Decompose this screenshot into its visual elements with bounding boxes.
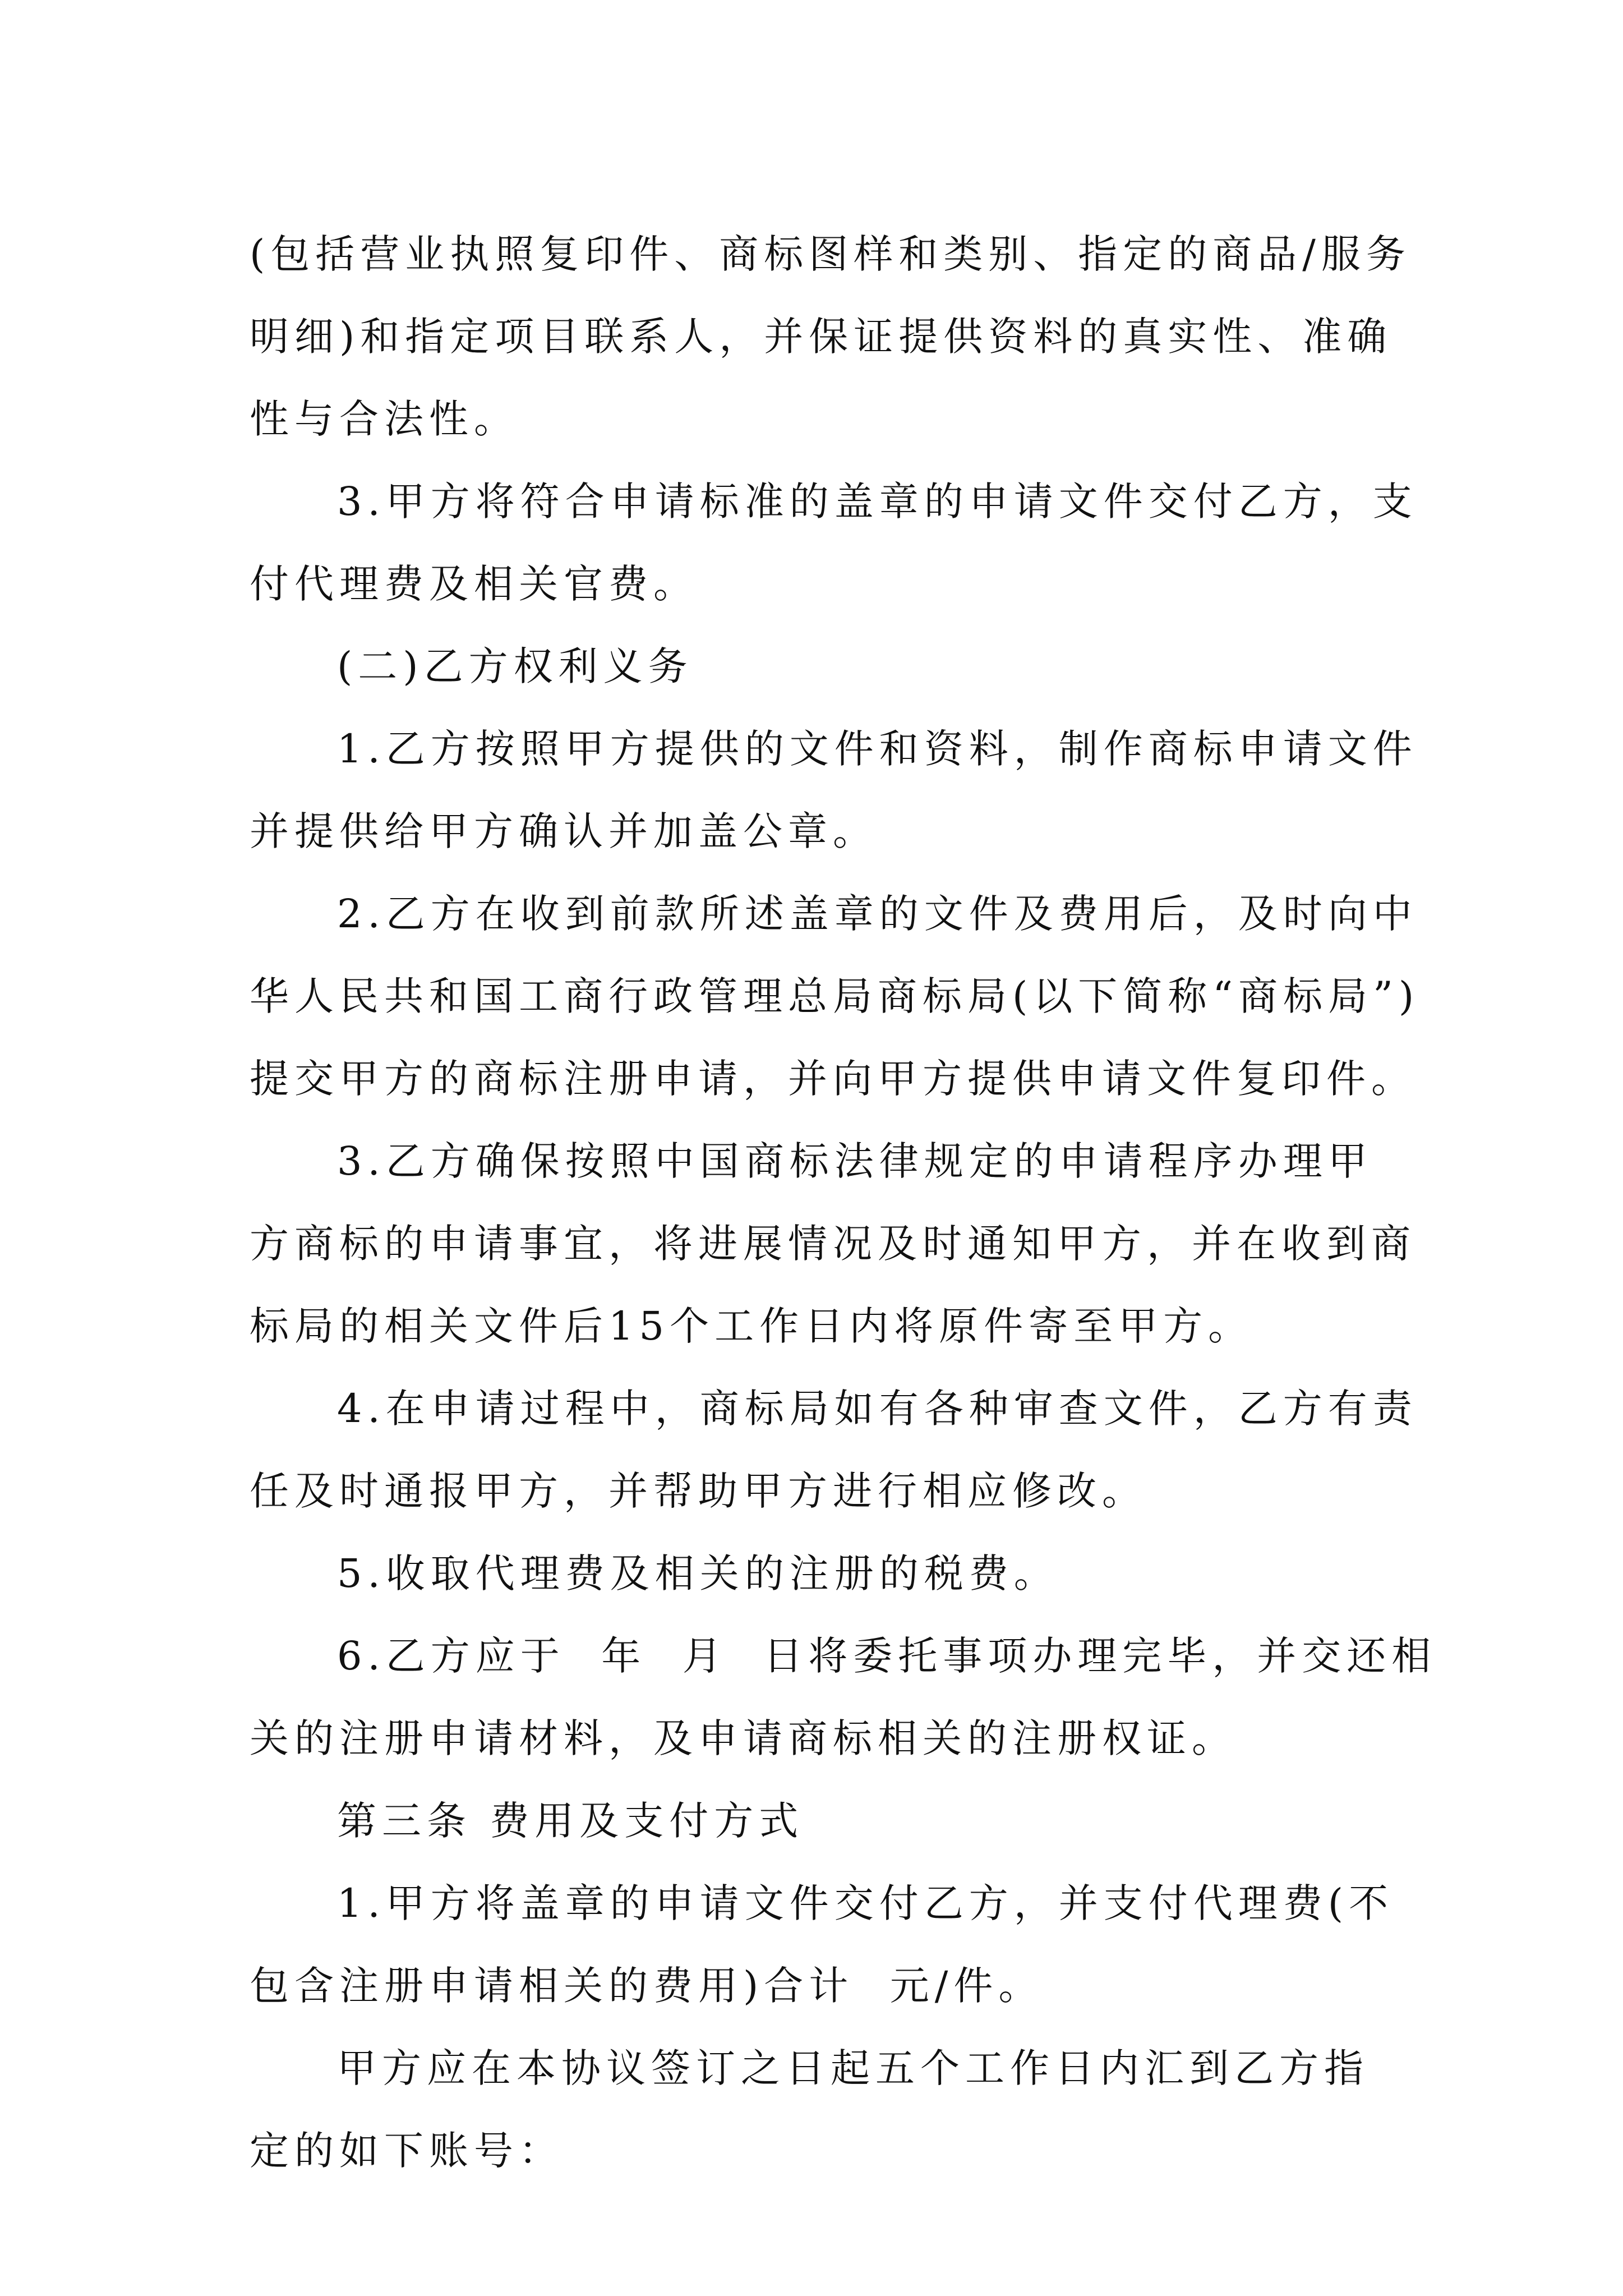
text-line: 提交甲方的商标注册申请，并向甲方提供申请文件复印件。 <box>250 1056 1416 1102</box>
text-line: 4.在申请过程中，商标局如有各种审查文件，乙方有责 <box>337 1386 1418 1432</box>
text-line: 方商标的申请事宜，将进展情况及时通知甲方，并在收到商 <box>250 1221 1416 1267</box>
text-line: 6.乙方应于 年 月 日将委托事项办理完毕，并交还相 <box>337 1633 1437 1679</box>
text-line: 华人民共和国工商行政管理总局商标局(以下简称“商标局”) <box>250 973 1420 1019</box>
text-line: 性与合法性。 <box>250 396 519 442</box>
text-line: 5.收取代理费及相关的注册的税费。 <box>337 1550 1059 1596</box>
text-line: 1.乙方按照甲方提供的文件和资料，制作商标申请文件 <box>337 726 1418 772</box>
text-line: 甲方应在本协议签订之日起五个工作日内汇到乙方指 <box>337 2045 1369 2091</box>
section-heading: 第三条 费用及支付方式 <box>337 1798 804 1844</box>
text-line: 并提供给甲方确认并加盖公章。 <box>250 808 878 854</box>
document-body <box>250 213 1437 2192</box>
text-line: 3.甲方将符合申请标准的盖章的申请文件交付乙方，支 <box>337 478 1418 524</box>
text-line: 定的如下账号： <box>250 2128 564 2174</box>
text-line: 标局的相关文件后15个工作日内将原件寄至甲方。 <box>250 1303 1253 1349</box>
text-line: 付代理费及相关官费。 <box>250 561 698 607</box>
text-line: 包含注册申请相关的费用)合计 元/件。 <box>250 1963 1044 2009</box>
text-line: 任及时通报甲方，并帮助甲方进行相应修改。 <box>250 1468 1147 1514</box>
text-line: 1.甲方将盖章的申请文件交付乙方，并支付代理费(不 <box>337 1880 1394 1926</box>
text-line: (包括营业执照复印件、商标图样和类别、指定的商品/服务 <box>250 231 1411 277</box>
text-line: 明细)和指定项目联系人，并保证提供资料的真实性、准确 <box>250 314 1393 360</box>
text-line: 2.乙方在收到前款所述盖章的文件及费用后，及时向中 <box>337 891 1418 937</box>
text-line: 关的注册申请材料，及申请商标相关的注册权证。 <box>250 1715 1237 1761</box>
text-line: 3.乙方确保按照中国商标法律规定的申请程序办理甲 <box>337 1138 1373 1184</box>
section-heading: (二)乙方权利义务 <box>337 643 693 689</box>
